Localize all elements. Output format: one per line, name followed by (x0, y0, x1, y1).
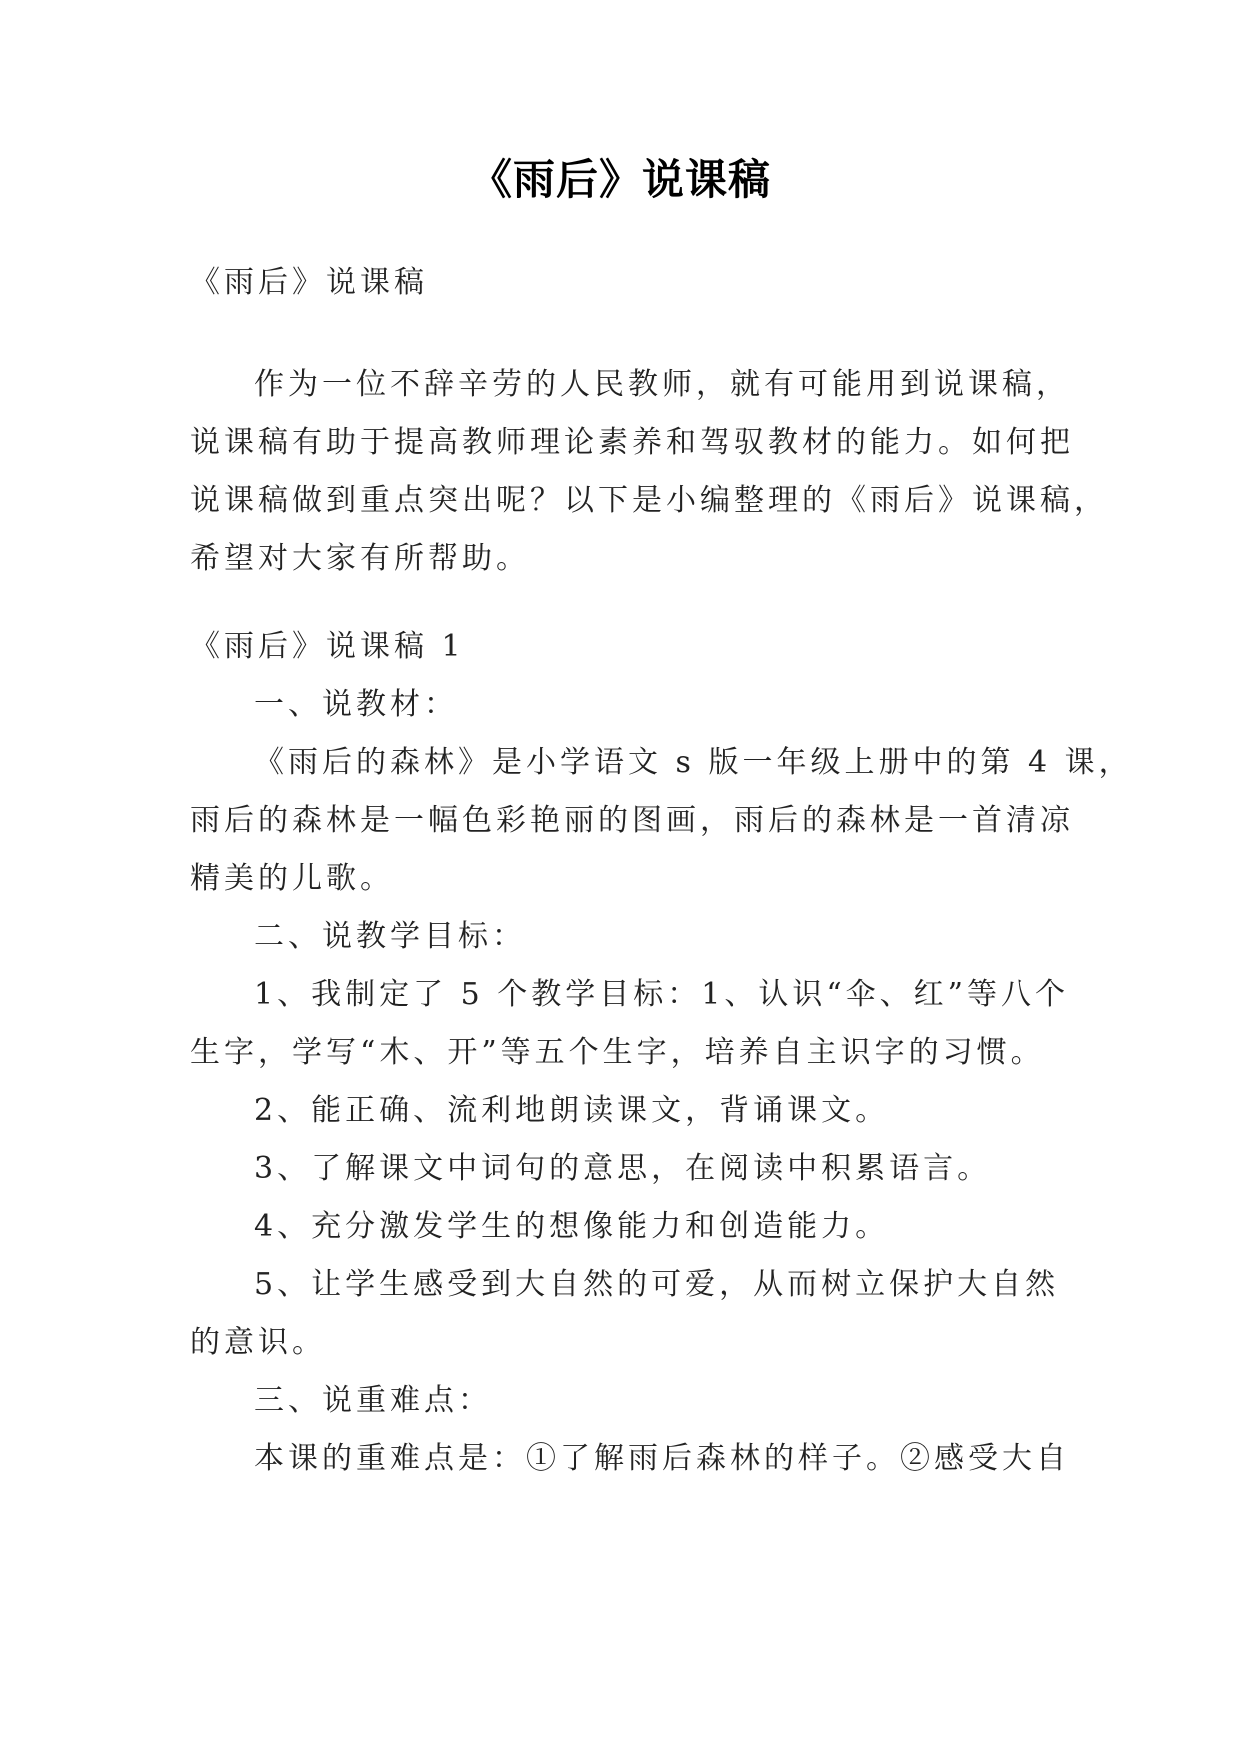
content-line: 5、让学生感受到大自然的可爱，从而树立保护大自然 (254, 1267, 1060, 1302)
section-content (190, 676, 1133, 1488)
content-line: 二、说教学目标： (254, 919, 526, 954)
content-line: 《雨后的森林》是小学语文 s 版一年级上册中的第 4 课， (254, 745, 1133, 780)
subtitle-block (190, 254, 1060, 312)
content-line: 三、说重难点： (254, 1383, 492, 1418)
intro-paragraph (190, 356, 1108, 588)
content-line: 雨后的森林是一幅色彩艳丽的图画，雨后的森林是一首清凉 (190, 803, 1074, 838)
content-line: 4、充分激发学生的想像能力和创造能力。 (254, 1209, 890, 1244)
section-heading: 《雨后》说课稿 1 (190, 629, 465, 664)
page-title: 《雨后》说课稿 (469, 155, 771, 204)
content-line: 本课的重难点是：①了解雨后森林的样子。②感受大自 (254, 1441, 1070, 1476)
content-line: 1、我制定了 5 个教学目标：1、认识“伞、红”等八个 (254, 977, 1070, 1012)
content-line: 一、说教材： (254, 687, 458, 722)
intro-line: 希望对大家有所帮助。 (190, 541, 530, 576)
intro-line: 说课稿做到重点突出呢？以下是小编整理的《雨后》说课稿， (190, 483, 1108, 518)
content-line: 的意识。 (190, 1325, 326, 1360)
content-line: 3、了解课文中词句的意思，在阅读中积累语言。 (254, 1151, 992, 1186)
content-line: 生字，学写“木、开”等五个生字，培养自主识字的习惯。 (190, 1035, 1045, 1070)
content-line: 精美的儿歌。 (190, 861, 394, 896)
content-line: 2、能正确、流利地朗读课文，背诵课文。 (254, 1093, 890, 1128)
intro-line: 说课稿有助于提高教师理论素养和驾驭教材的能力。如何把 (190, 425, 1074, 460)
intro-line: 作为一位不辞辛劳的人民教师，就有可能用到说课稿， (254, 367, 1070, 402)
subtitle: 《雨后》说课稿 (190, 265, 428, 300)
section-1 (190, 618, 1133, 1488)
